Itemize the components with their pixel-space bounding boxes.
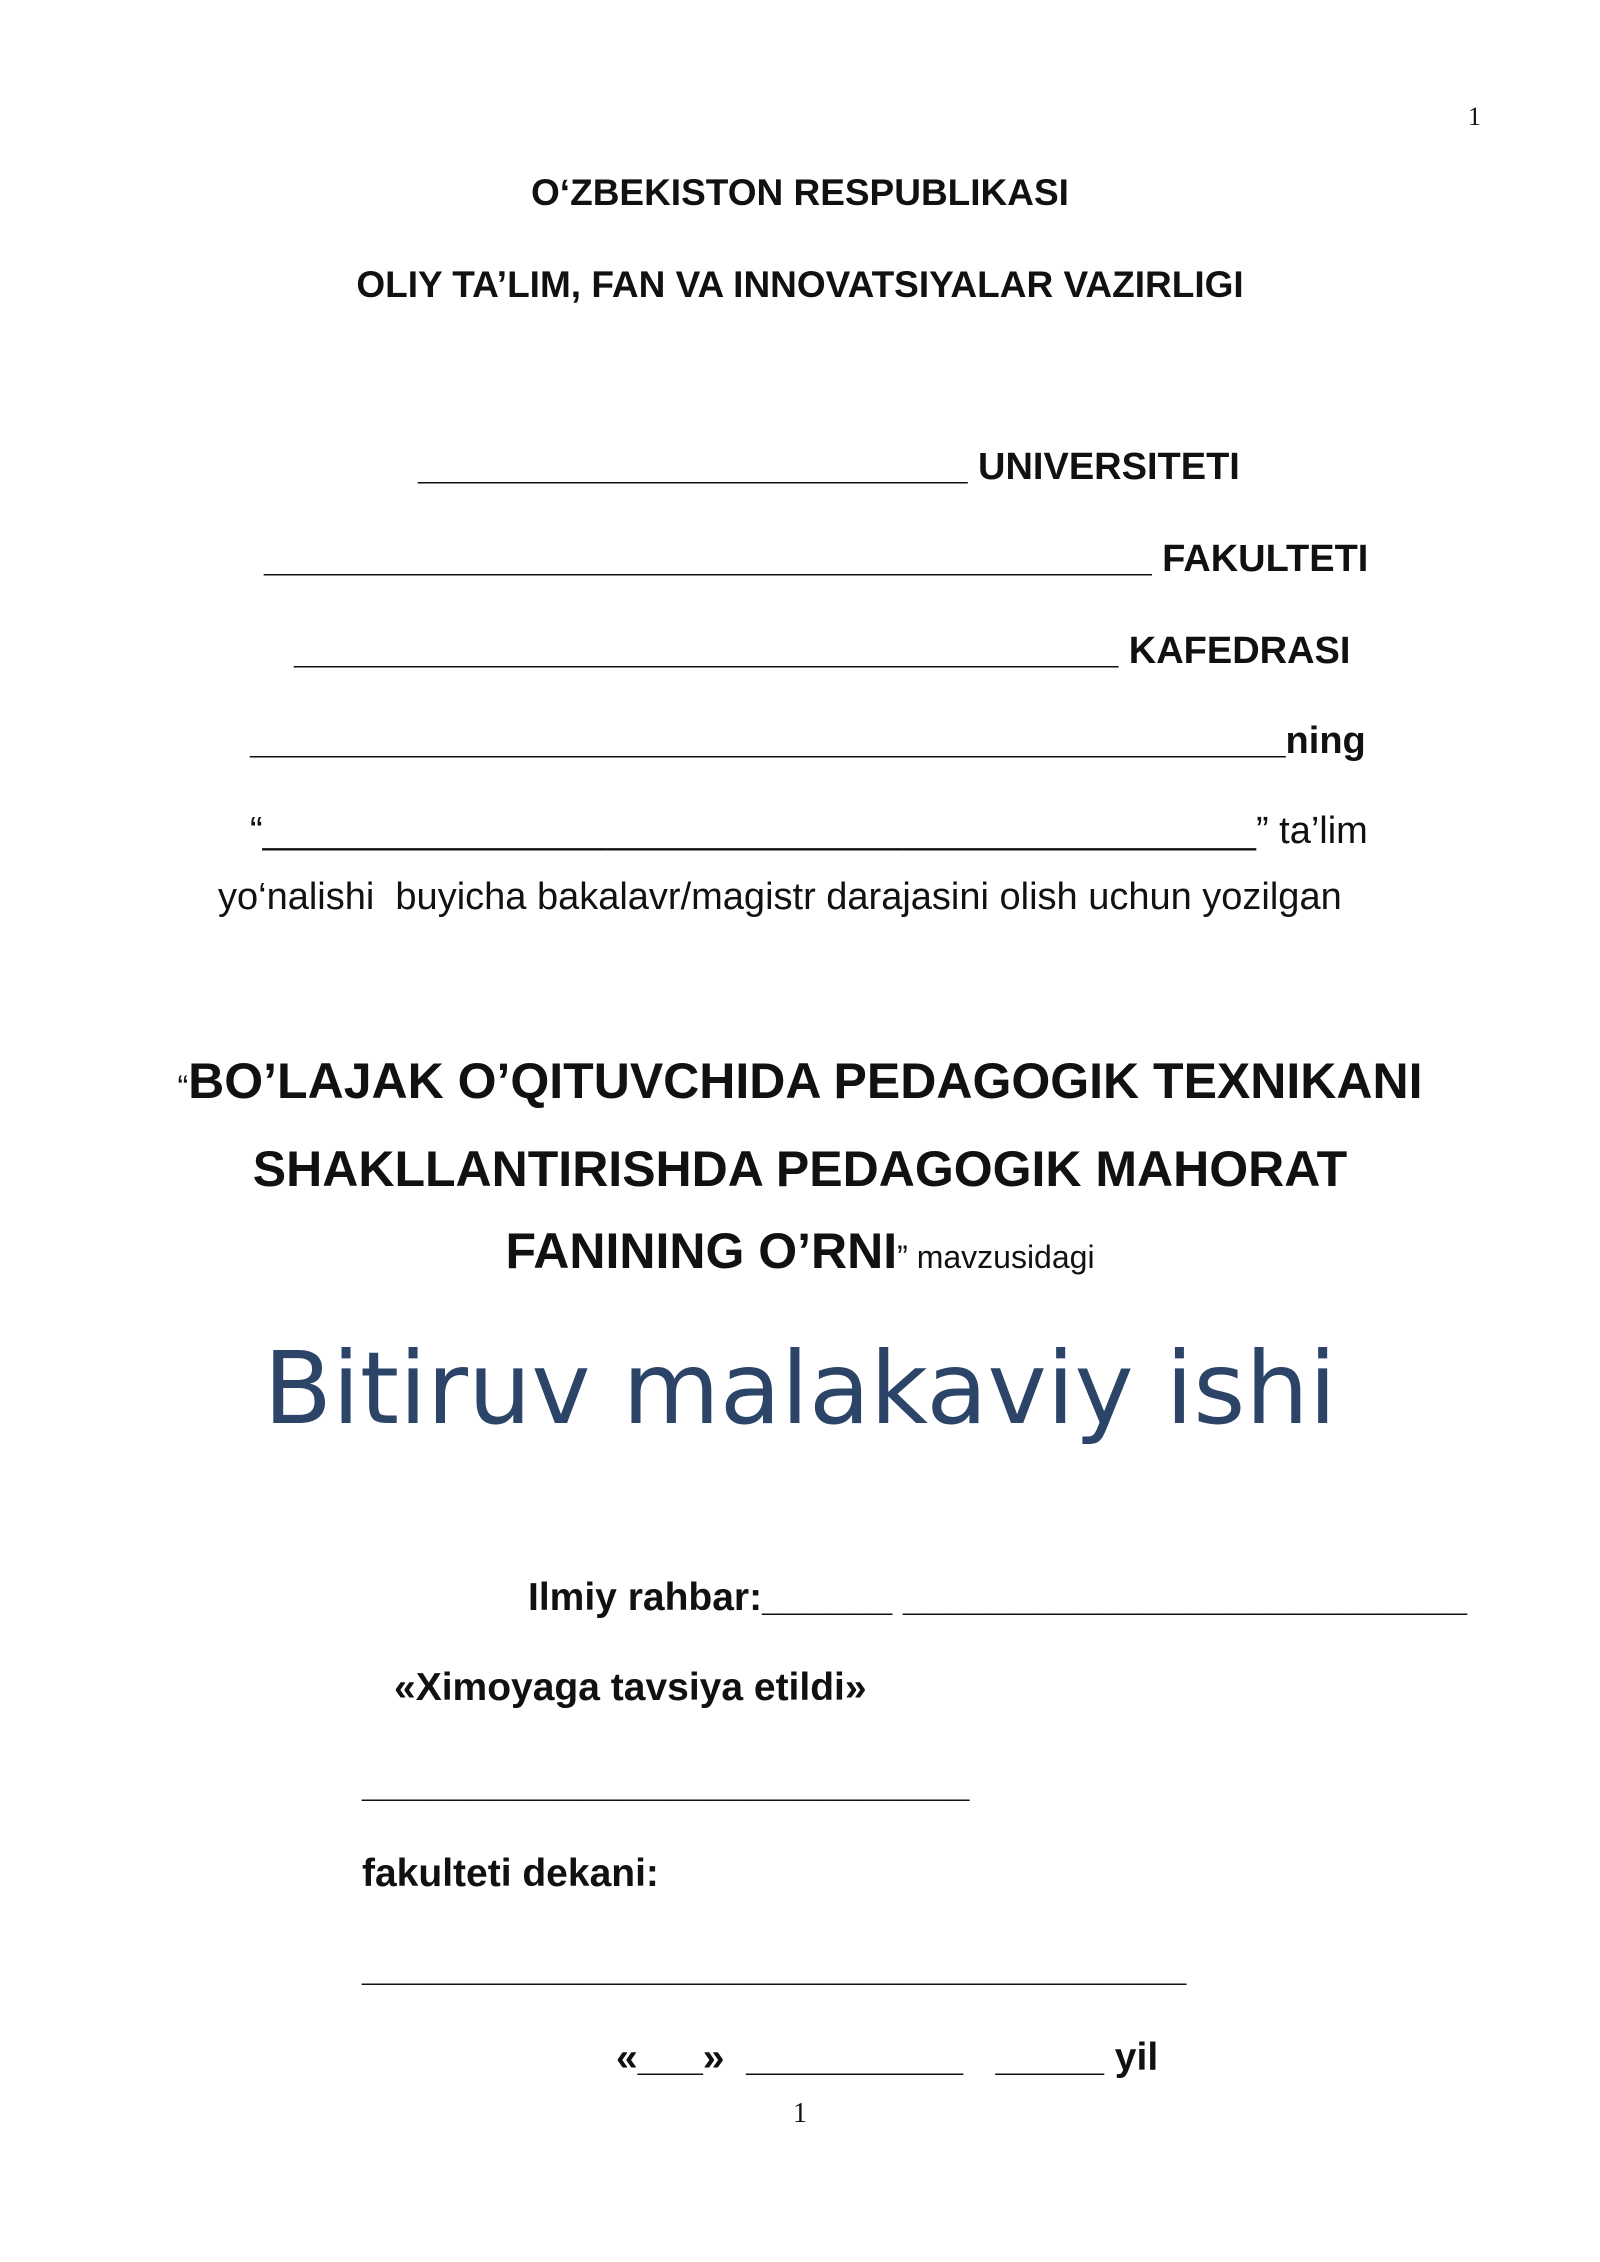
page-number-bottom: 1 bbox=[793, 2098, 807, 2129]
student-line: _________________________________________________ning bbox=[250, 720, 1366, 762]
supervisor-line: Ilmiy rahbar:______ __________________________ bbox=[528, 1576, 1467, 1619]
work-type-title: Bitiruv malakaviy ishi bbox=[263, 1330, 1337, 1447]
topic-line-2: SHAKLLANTIRISHDA PEDAGOGIK MAHORAT bbox=[252, 1141, 1348, 1197]
topic-close-quote: ” bbox=[897, 1239, 908, 1275]
topic-suffix: mavzusidagi bbox=[907, 1239, 1095, 1275]
topic-line-1: “BO’LAJAK O’QITUVCHIDA PEDAGOGIK TEXNIKANI bbox=[177, 1053, 1423, 1109]
blank-line-2: ______________________________________ bbox=[362, 1946, 1187, 1989]
topic-open-quote: “ bbox=[177, 1069, 189, 1105]
page-number-top: 1 bbox=[1468, 102, 1481, 131]
republic-heading: O‘ZBEKISTON RESPUBLIKASI bbox=[531, 172, 1069, 213]
faculty-line: __________________________________________ FAKULTETI bbox=[264, 538, 1369, 580]
topic-line-3: FANINING O’RNI” mavzusidagi bbox=[505, 1223, 1095, 1279]
direction-line: “_______________________________________________” ta’lim bbox=[250, 810, 1368, 852]
recommended-line: «Ximoyaga tavsiya etildi» bbox=[394, 1666, 867, 1709]
blank-line-1: ____________________________ bbox=[362, 1762, 970, 1805]
topic-title bbox=[0, 1040, 1600, 1298]
ministry-heading: OLIY TA’LIM, FAN VA INNOVATSIYALAR VAZIRLIGI bbox=[356, 264, 1244, 305]
university-line: __________________________ UNIVERSITETI bbox=[418, 446, 1240, 488]
purpose-line: yo‘nalishi buyicha bakalavr/magistr darajasini olish uchun yozilgan bbox=[218, 876, 1342, 918]
date-line: «___» __________ _____ yil bbox=[616, 2036, 1159, 2079]
department-line: _______________________________________ KAFEDRASI bbox=[294, 630, 1351, 672]
dean-line: fakulteti dekani: bbox=[362, 1852, 659, 1895]
